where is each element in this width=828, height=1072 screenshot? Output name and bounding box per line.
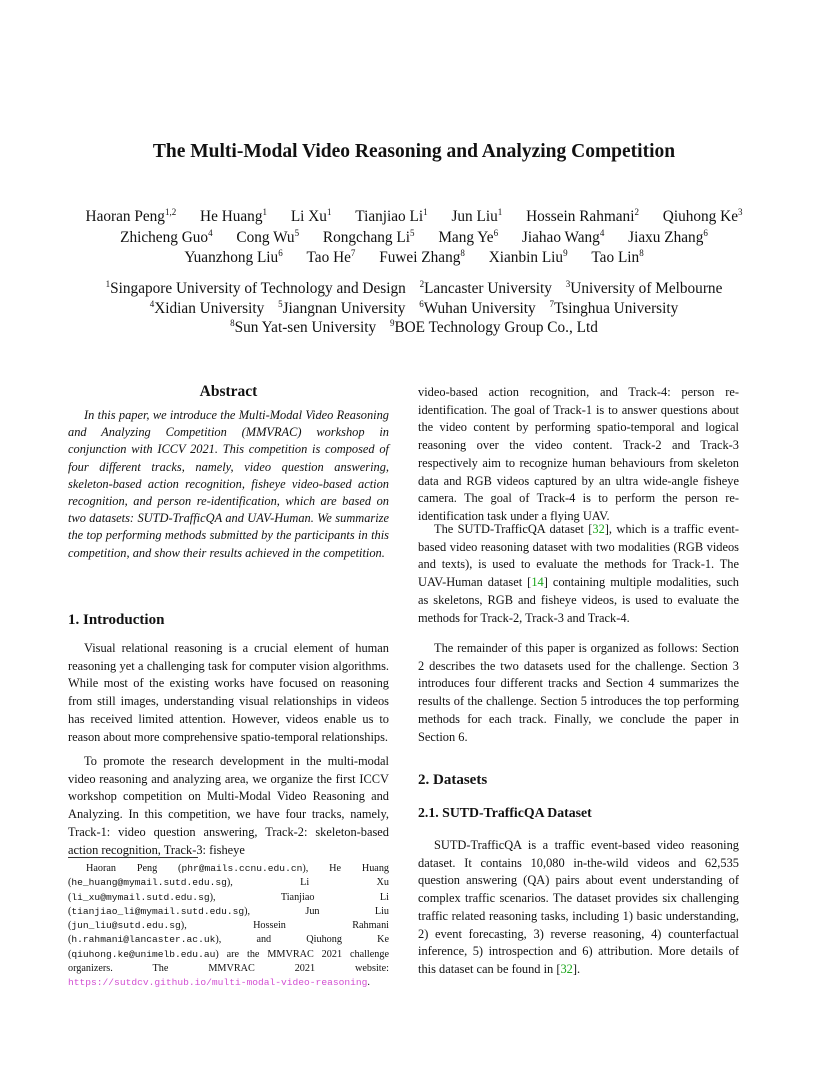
author-name: Qiuhong Ke$^3$ (662, 207, 743, 225)
author-name: Rongchang Li$^5$ (322, 227, 415, 246)
author-name: Yuanzhong Liu$^6$ (184, 248, 283, 266)
affiliation: $^9$BOE Technology Group Co., Ltd (389, 318, 598, 336)
affiliation-list (40, 279, 788, 338)
author-name: Tao He$^7$ (306, 248, 356, 266)
email-link[interactable]: he_huang@mymail.sutd.edu.sg (71, 877, 227, 889)
author-name: Zhicheng Guo$^4$ (120, 227, 213, 246)
author-name: Li Xu$^1$ (290, 207, 332, 225)
abstract-heading: Abstract (199, 383, 258, 400)
citation-link[interactable]: 14 (531, 575, 544, 590)
affiliation: $^1$Singapore University of Technology and Design (105, 279, 406, 297)
author-name: Fuwei Zhang$^8$ (379, 248, 465, 266)
intro-paragraph-5: The remainder of this paper is organized as follows: Section 2 describes the two datasets used for the challenge. Section 3 introduces four different tracks and Section 4 summarizes the results of the challenge. Section 5 introduces the top performing methods for each track. Finally, we conclude the paper in Section 6. (418, 641, 739, 744)
intro-paragraph-3: video-based action recognition, and Track-4: person re-identification. The goal of Track-1 is to answer questions about the video content by performing spatio-temporal and logical reasoning over the video content. Track-2 and Track-3 respectively aim to recognize human behaviours from skeleton data and RGB videos captured by an ultra wide-angle fisheye camera. The goal of Track-4 is to perform the person re-identification task under a flying UAV. (418, 385, 739, 523)
author-name: Tianjiao Li$^1$ (355, 207, 428, 225)
website-link[interactable]: https://sutdcv.github.io/multi-modal-video-reasoning (68, 977, 368, 989)
citation-link[interactable]: 32 (592, 522, 605, 536)
email-link[interactable]: phr@mails.ccnu.edu.cn (181, 863, 303, 874)
author-name: Haoran Peng$^{1,2}$ (85, 207, 177, 225)
affiliation: $^8$Sun Yat-sen University (230, 318, 377, 336)
datasets-heading: 2. Datasets (418, 772, 488, 788)
email-link[interactable]: qiuhong.ke@unimelb.edu.au (71, 948, 216, 960)
introduction-heading: 1. Introduction (68, 612, 165, 628)
affiliation: $^7$Tsinghua University (549, 298, 679, 317)
trafficqa-subsection-heading: 2.1. SUTD-TrafficQA Dataset (418, 805, 592, 820)
trafficqa-paragraph: SUTD-TrafficQA is a traffic event-based video reasoning dataset. It contains 10,080 in-the-wild videos and 62,535 question answering (QA) pairs about event understanding of complex traffic scenarios. The dataset provides six challenging traffic related reasoning tasks, including 1) basic understanding, 2) event forecasting, 3) reverse reasoning, 4) counterfactual inference, 5) introspection and 6) attribution. More details of this dataset can be found in [32]. (418, 838, 739, 976)
intro-paragraph-2: To promote the research development in the multi-modal video reasoning and analyzing area, we organize the first ICCV workshop competition on Multi-Modal Video Reasoning and Analyzing. In this competition, we have four tracks, namely, Track-1: video question answering, Track-2: skeleton-based action recognition, Track-3: fisheye (68, 754, 389, 857)
author-name: Jiahao Wang$^4$ (521, 227, 605, 246)
email-link[interactable]: h.rahmani@lancaster.ac.uk (71, 934, 216, 946)
affiliation: $^5$Jiangnan University (278, 298, 406, 317)
intro-paragraph-4: The SUTD-TrafficQA dataset [32], which is a traffic event-based video reasoning dataset with two modalities (RGB videos and texts), is used to evaluate the methods for Track-1. The UAV-Human dataset [14] containing multiple modalities, such as skeletons, RGB and fisheye videos, is used to evaluate the methods for Track-2, Track-3 and Track-4. (418, 522, 739, 625)
author-name: Mang Ye$^6$ (438, 227, 499, 246)
citation-link[interactable]: 32 (560, 961, 573, 976)
author-name: Hossein Rahmani$^2$ (526, 207, 639, 225)
footnote-rule (68, 857, 198, 858)
author-name: Tao Lin$^8$ (591, 248, 644, 266)
author-name: Xianbin Liu$^9$ (488, 248, 568, 266)
author-list (40, 207, 788, 269)
author-name: He Huang$^1$ (200, 207, 267, 225)
author-name: Jiaxu Zhang$^6$ (628, 227, 708, 246)
email-link[interactable]: jun_liu@sutd.edu.sg (71, 920, 181, 932)
author-name: Jun Liu$^1$ (451, 207, 503, 225)
author-name: Cong Wu$^5$ (236, 227, 300, 246)
affiliation: $^4$Xidian University (149, 298, 265, 317)
paper-title: The Multi-Modal Video Reasoning and Analyzing Competition (152, 141, 676, 162)
affiliation: $^2$Lancaster University (419, 279, 552, 297)
email-link[interactable]: li_xu@mymail.sutd.edu.sg (71, 891, 210, 903)
affiliation: $^6$Wuhan University (419, 298, 536, 317)
affiliation: $^3$University of Melbourne (565, 279, 723, 297)
intro-paragraph-1: Visual relational reasoning is a crucial element of human reasoning yet a challenging task for computer vision algorithms. While most of the existing works have focused on reasoning from still images, understanding visual relationships in videos has received limited attention. However, videos enable us to reason about more comprehensive spatio-temporal relationships. (68, 641, 389, 744)
abstract-text: In this paper, we introduce the Multi-Modal Video Reasoning and Analyzing Competition (MMVRAC) workshop in conjunction with ICCV 2021. This competition is composed of four different tracks, namely, video question answering, skeleton-based action recognition, fisheye video-based action recognition, and person re-identification, which are based on two datasets: SUTD-TrafficQA and UAV-Human. We summarize the top performing methods submitted by the participants in this competition, and show their results achieved in the competition. (68, 408, 389, 560)
footnote: Haoran Peng (phr@mails.ccnu.edu.cn), He Huang (he_huang@mymail.sutd.edu.sg), Li Xu (li_xu@mymail.sutd.edu.sg), Tianjiao Li (tianjiao_li@mymail.sutd.edu.sg), Jun Liu (jun_liu@sutd.edu.sg), Hossein Rahmani (h.rahmani@lancaster.ac.uk), and Qiuhong Ke (qiuhong.ke@unimelb.edu.au) are the MMVRAC 2021 challenge organizers. The MMVRAC 2021 website: https://sutdcv.github.io/multi-modal-video-reasoning. (68, 863, 390, 989)
email-link[interactable]: tianjiao_li@mymail.sutd.edu.sg (71, 905, 245, 917)
